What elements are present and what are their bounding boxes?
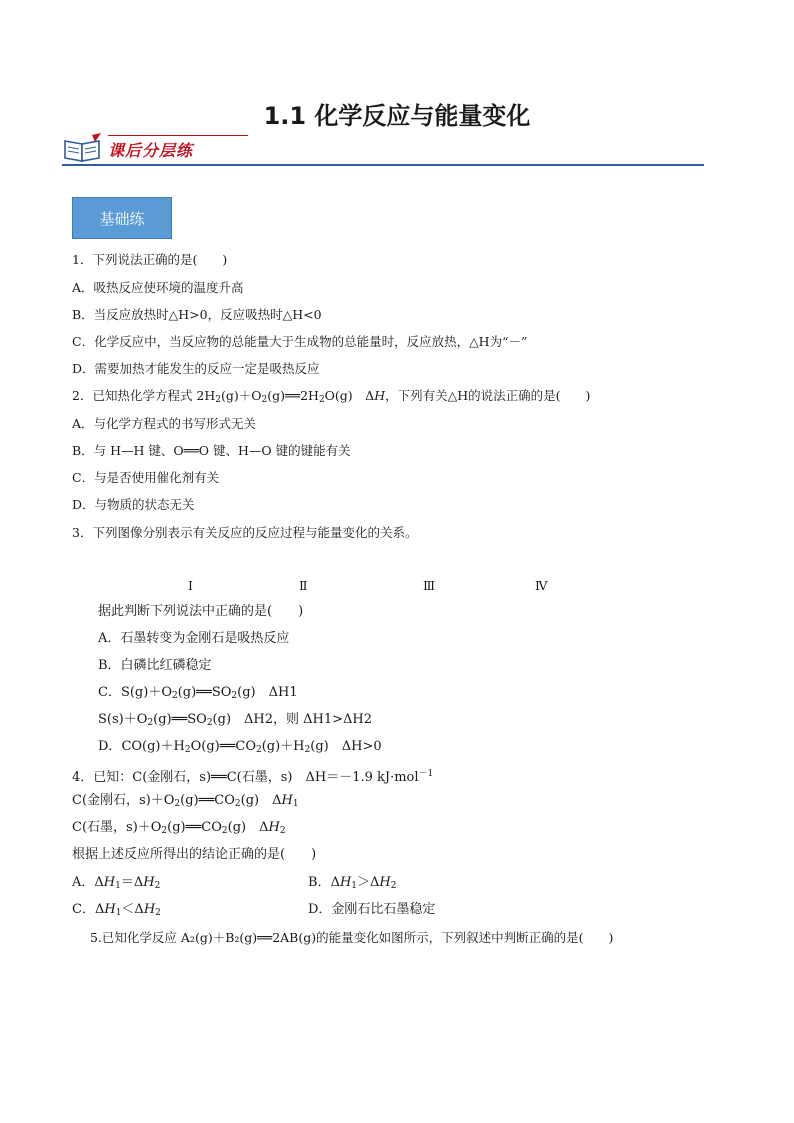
q2-stem: 2．已知热化学方程式 $2H_2(g)+O_2(g)══2H_2O(g)$ ΔH，下列有关△H的说法正确的是( )	[72, 388, 591, 405]
q4-stem: 4．已知：C(金刚石，s)══C(石墨，s) ΔH＝－1.9 kJ·mol$^{-1}$	[72, 769, 434, 785]
q3-option-c: C．$S(g)+O_2(g)══SO_2(g)$ ΔH1	[98, 685, 298, 701]
q3-stem: 3．下列图像分别表示有关反应的反应过程与能量变化的关系。	[72, 525, 418, 540]
q1-option-a: A．吸热反应使环境的温度升高	[72, 280, 244, 295]
figure-label-2: Ⅱ	[299, 578, 308, 593]
header-banner	[62, 131, 222, 165]
q3-option-b: B．白磷比红磷稳定	[98, 658, 212, 673]
figure-label-3: Ⅲ	[423, 578, 436, 593]
q4-option-d: D．金刚石比石墨稳定	[308, 902, 436, 917]
q5-stem: 5.已知化学反应 A₂(g)＋B₂(g)══2AB(g)的能量变化如图所示，下列叙述中判断正确的是( )	[90, 930, 614, 945]
q3-option-a: A．石墨转变为金刚石是吸热反应	[98, 631, 290, 646]
q1-stem: 1．下列说法正确的是( )	[72, 252, 228, 267]
section-tag: 基础练	[72, 197, 172, 239]
q2-option-a: A．与化学方程式的书写形式无关	[72, 416, 257, 431]
figure-label-4: Ⅳ	[535, 578, 548, 593]
q1-option-b: B．当反应放热时△H>0，反应吸热时△H<0	[72, 307, 322, 322]
book-icon	[62, 133, 104, 163]
q1-option-c: C．化学反应中，当反应物的总能量大于生成物的总能量时，反应放热，△H为“－”	[72, 334, 528, 349]
page-title: 1.1 化学反应与能量变化	[263, 102, 531, 130]
q2-option-c: C．与是否使用催化剂有关	[72, 470, 220, 485]
q4-option-c: C．$\Delta H_1<\Delta H_2$	[72, 902, 161, 918]
q4-equation-2: C(石墨，$s)+O_2(g)══CO_2(g)$ $\Delta H_2$	[72, 820, 286, 836]
q4-conclude: 根据上述反应所得出的结论正确的是( )	[72, 847, 317, 862]
figure-label-1: Ⅰ	[188, 578, 193, 593]
header-rule	[62, 164, 704, 166]
q3-option-d: D．$CO(g)+H_2O(g)══CO_2(g)+H_2(g)$ ΔH>0	[98, 739, 382, 755]
banner-text: 课后分层练	[108, 141, 194, 160]
q3-judge: 据此判断下列说法中正确的是( )	[98, 604, 304, 619]
q4-equation-1: C(金刚石，$s)+O_2(g)══CO_2(g)$ $\Delta H_1$	[72, 793, 299, 809]
q2-option-b: B．与 H—H 键、O══O 键、H—O 键的键能有关	[72, 443, 351, 458]
q4-option-a: A．$\Delta H_1=\Delta H_2$	[72, 875, 161, 891]
banner-underline	[108, 135, 248, 136]
q3-option-c-2: $S(s)+O_2(g)══SO_2(g)$ ΔH2，则 ΔH1>ΔH2	[98, 712, 373, 728]
q4-option-b: B．$\Delta H_1>\Delta H_2$	[308, 875, 397, 891]
q1-option-d: D．需要加热才能发生的反应一定是吸热反应	[72, 361, 320, 376]
q2-option-d: D．与物质的状态无关	[72, 497, 195, 512]
